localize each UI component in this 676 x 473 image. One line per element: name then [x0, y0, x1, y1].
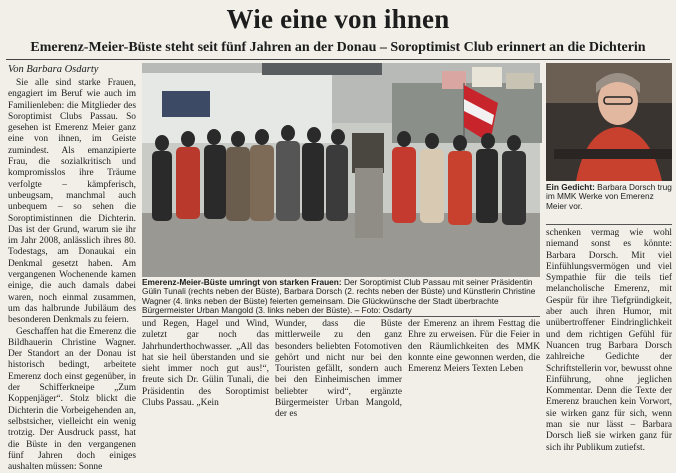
photo-credit: – Foto: Osdarty	[352, 304, 412, 315]
article-column-1	[8, 78, 136, 473]
caption-text: Barbara Dorsch trug im MMK Werke von Emerenz Meier vor.	[546, 182, 672, 211]
caption-lead: Ein Gedicht:	[546, 182, 595, 192]
divider	[546, 224, 672, 225]
caption-lead: Emerenz-Meier-Büste umringt von starken Frauen:	[142, 277, 342, 287]
article-column-4: der Emerenz an ihrem Festtag die Ehre zu erweisen. Für die Feier in den Räumlichkeiten des MMK konnte eine gewonnen werden, die Emerenz Meiers Texten Leben	[408, 319, 540, 375]
portrait-caption	[546, 183, 672, 211]
article-column-2: und Regen, Hagel und Wind, zuletzt gar noch das Jahrhunderthochwasser. „All das hat sie heil überstanden und sie sieht immer noch gut aus!“, freute sich Dr. Gülin Tunali, die Präsidentin des Soroptimist Clubs Passau. „Kein	[142, 319, 269, 409]
article-column-3: Wunder, dass die Büste mittlerweile zu den ganz besonders beliebten Fotomotiven gehört und nicht nur bei den Touristen gefällt, sondern auch bei den Einheimischen immer beliebter wird“, ergänzte Bürgermeister Urban Mangold, der es	[275, 319, 402, 420]
divider	[6, 59, 670, 60]
subheadline: Emerenz-Meier-Büste steht seit fünf Jahren an der Donau – Soroptimist Club erinnert an die Dichterin	[30, 40, 646, 55]
paragraph: Geschaffen hat die Emerenz die Bildhauerin Christine Wagner. Der Standort an der Donau ist historisch bedingt, arbeitete Emerenz doch einst gegenüber, in der Schifferkneipe „Zum Koppenjäger“. Stolz blickt die Dichterin die Vorbeigehenden an, selbstsicher, vielleicht ein wenig trotzig. Der Ausdruck passt, hat die Büste in den vergangenen fünf Jahren doch einiges aushalten müssen: Sonne	[8, 326, 136, 473]
paragraph: Sie alle sind starke Frauen, engagiert im Beruf wie auch im Familienleben: die Mitglieder des Soroptimist Clubs Passau. So gesehen ist Emerenz Meier ganz eine von ihnen, im Geiste zumindest. Als emanzipierte Frau, die sozialkritisch und kompromisslos ihre Träume verfolgte – kämpferisch, unbeugsam, manchmal auch unbequem – so sehen die Soroptimistinnen die Dichterin. Das ist der Grund, warum sie ihr im Jahr 2008, anlässlich ihres 80. Todestags, am Donaukai ein Denkmal gesetzt haben. Am vergangenen Wochenende kamen einige, die auch damals dabei waren, noch einmal zusammen, um das halbrunde Jubiläum des besonderen Denkmals zu feiern.	[8, 78, 136, 326]
headline: Wie eine von ihnen	[226, 4, 450, 34]
byline: Von Barbara Osdarty	[8, 64, 99, 75]
article-column-5: schenken vermag wie wohl niemand sonst es könnte: Barbara Dorsch. Mit viel Einfühlungsvermögen und viel Sympathie für die teils tief melancholische Emerenz, mit Gespür für ihre Tiefgründigkeit, aber auch ihren Humor, mit unübertroffener Eindringlichkeit und dem richtigen Gefühl für Nuancen trug Barbara Dorsch zahlreiche Gedichte der Schriftstellerin vor, bewusst ohne Einführung, ohne jeglichen Kommentar. Denn die Texte der Emerenz brauchen kein Vorwort, sie wirken ganz für sich, wenn man sie nur lässt – Barbara Dorsch ließ sie wirken ganz für sich ihr Publikum zutiefst.	[546, 228, 672, 453]
group-photo	[142, 63, 540, 277]
portrait-photo	[546, 63, 672, 181]
photo-caption	[142, 278, 540, 314]
divider	[142, 316, 540, 317]
caption-text: Der Soroptimist Club Passau mit seiner Präsidentin Gülin Tunali (rechts neben der Büste), Barbara Dorsch (2. rechts neben der Büste) und Künstlerin Christine Wagner (4. links neben der Büste) feierten gemeinsam. Die Glückwünsche der Stadt überbrachte Bürgermeister Urban Mangold (3. links neben der Büste).	[142, 277, 536, 315]
